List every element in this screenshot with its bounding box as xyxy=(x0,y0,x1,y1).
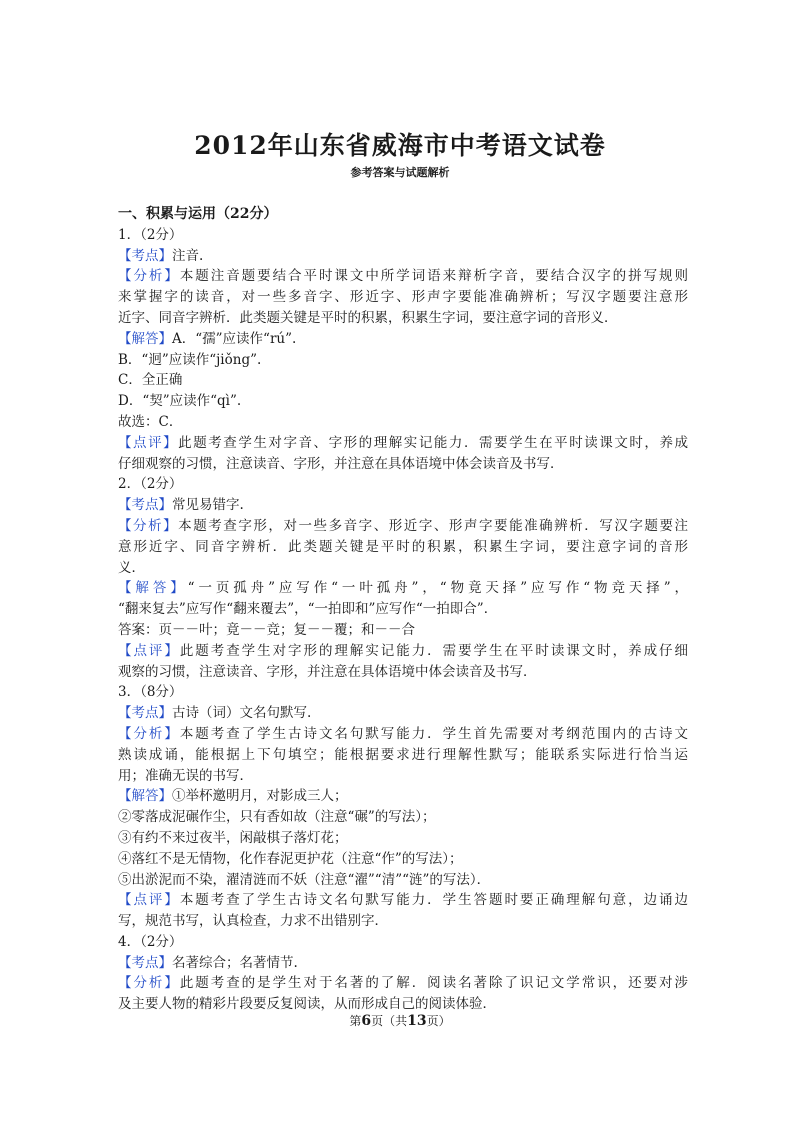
line-text: ⑤出淤泥而不染，濯清涟而不妖（注意“濯”“清”“涟”的写法）． xyxy=(118,871,491,888)
line-text: 2．（2分） xyxy=(118,476,183,493)
label-tag: 【点评】 xyxy=(118,892,180,909)
label-tag: 【分析】 xyxy=(118,975,180,992)
line-text: 及主要人物的精彩片段要反复阅读，从而形成自己的阅读体验． xyxy=(118,996,496,1013)
text-line xyxy=(118,370,688,391)
footer-prefix: 第 xyxy=(349,1014,362,1028)
line-text: 意形近字、同音字辨析．此类题关键是平时的积累，积累生字词，要注意字词的音形 xyxy=(118,538,688,555)
line-text: 注音. xyxy=(172,247,204,264)
line-text: 古诗（词）文名句默写. xyxy=(172,705,312,722)
text-line xyxy=(118,620,688,641)
text-line xyxy=(118,433,688,454)
text-line xyxy=(118,495,688,516)
text-line xyxy=(118,828,688,849)
text-line xyxy=(118,973,688,994)
text-line xyxy=(118,662,688,683)
text-line xyxy=(118,599,688,620)
line-text: 仔细观察的习惯，注意读音、字形，并注意在具体语境中体会读音及书写． xyxy=(118,455,564,472)
label-tag: 【解答】 xyxy=(118,788,172,805)
line-text: 名著综合；名著情节. xyxy=(172,954,298,971)
label-tag: 【考点】 xyxy=(118,497,172,514)
text-line xyxy=(118,724,688,745)
text-line xyxy=(118,391,688,412)
line-text: 此题考查学生对字音、字形的理解实记能力．需要学生在平时读课文时，养成 xyxy=(178,434,689,451)
line-text: ①举杯邀明月，对影成三人； xyxy=(172,788,348,805)
line-text: 本题考查了学生古诗文名句默写能力．学生答题时要正确理解句意，边诵边 xyxy=(179,892,689,909)
footer-page-number: 6 xyxy=(361,1013,372,1029)
text-line xyxy=(118,266,688,287)
text-line xyxy=(118,745,688,766)
text-line xyxy=(118,225,688,246)
text-line xyxy=(118,953,688,974)
text-line xyxy=(118,350,688,371)
line-text: 熟读成诵，能根据上下句填空；能根据要求进行理解性默写；能联系实际进行恰当运 xyxy=(118,746,688,763)
label-tag: 【分析】 xyxy=(118,268,180,285)
line-text: ④落红不是无情物，化作春泥更护花（注意“作”的写法）； xyxy=(118,850,463,867)
line-text: 本题考查了学生古诗文名句默写能力．学生首先需要对考纲范围内的古诗文 xyxy=(179,725,689,742)
footer-middle: 页（共 xyxy=(371,1014,408,1028)
text-line xyxy=(118,932,688,953)
text-line xyxy=(118,849,688,870)
line-text: 答案：页－－叶；竟－－竞；复－－覆；和－－合 xyxy=(118,621,415,638)
text-line xyxy=(118,454,688,475)
text-line xyxy=(118,308,688,329)
line-text: 写，规范书写，认真检查，力求不出错别字． xyxy=(118,913,388,930)
text-line xyxy=(118,682,688,703)
line-text: 3．（8分） xyxy=(118,684,183,701)
line-text: 近字、同音字辨析．此类题关键是平时的积累，积累生字词，要注意字词的音形义． xyxy=(118,309,618,326)
line-text: ③有约不来过夜半，闲敲棋子落灯花； xyxy=(118,829,348,846)
line-text: 本题注音题要结合平时课文中所学词语来辩析字音，要结合汉字的拼写规则 xyxy=(179,268,689,285)
line-text: “翻来复去”应写作“翻来覆去”，“一拍即和”应写作“一拍即合”． xyxy=(118,601,498,618)
text-line xyxy=(118,412,688,433)
text-line xyxy=(118,641,688,662)
footer-suffix: 页） xyxy=(426,1014,451,1028)
line-text: 此题考查的是学生对于名著的了解．阅读名著除了识记文学常识，还要对涉 xyxy=(179,975,689,992)
line-text: 常见易错字. xyxy=(172,497,244,514)
label-tag: 【解答】 xyxy=(118,580,188,597)
label-tag: 【分析】 xyxy=(118,725,180,742)
section-heading xyxy=(118,204,688,225)
text-line xyxy=(118,870,688,891)
label-tag: 【考点】 xyxy=(118,705,172,722)
label-tag: 【考点】 xyxy=(118,954,172,971)
line-text: 用；准确无误的书写． xyxy=(118,767,253,784)
page-title: 2012年山东省威海市中考语文试卷 xyxy=(194,131,606,160)
text-line xyxy=(118,786,688,807)
text-line xyxy=(118,890,688,911)
line-text: D．“契”应读作“qì”. xyxy=(118,393,242,410)
page-subtitle: 参考答案与试题解析 xyxy=(350,166,450,179)
line-text: 义． xyxy=(118,559,145,576)
text-line xyxy=(118,474,688,495)
text-line xyxy=(118,766,688,787)
label-tag: 【点评】 xyxy=(118,642,180,659)
line-text: 来掌握字的读音，对一些多音字、形近字、形声字要能准确辨析；写汉字题要注意形 xyxy=(118,289,688,306)
text-line xyxy=(118,558,688,579)
line-text: B．“迥”应读作“jiǒng”. xyxy=(118,351,262,368)
label-tag: 【点评】 xyxy=(118,434,179,451)
text-line xyxy=(118,287,688,308)
line-text: 4．（2分） xyxy=(118,933,183,950)
label-tag: 【考点】 xyxy=(118,247,172,264)
text-line xyxy=(118,329,688,350)
text-line xyxy=(118,911,688,932)
line-text: 此题考查学生对字形的理解实记能力．需要学生在平时读课文时，养成仔细 xyxy=(179,642,689,659)
line-text: ②零落成泥碾作尘，只有香如故（注意“碾”的写法）； xyxy=(118,809,436,826)
line-text: 本题考查字形，对一些多音字、形近字、形声字要能准确辨析．写汉字题要注 xyxy=(178,517,689,534)
line-text: 一、积累与运用（22分） xyxy=(118,206,278,222)
text-line xyxy=(118,246,688,267)
line-text: A．“孺”应读作“rú”. xyxy=(172,330,297,347)
document-body xyxy=(118,204,688,1015)
line-text: C．全正确 xyxy=(118,372,183,389)
text-line xyxy=(118,807,688,828)
label-tag: 【分析】 xyxy=(118,517,179,534)
text-line xyxy=(118,537,688,558)
line-text: 观察的习惯，注意读音、字形，并注意在具体语境中体会读音及书写． xyxy=(118,663,537,680)
page-footer xyxy=(0,1012,800,1029)
label-tag: 【解答】 xyxy=(118,330,172,347)
line-text: 1．（2分） xyxy=(118,226,183,243)
line-text: “一页孤舟”应写作“一叶孤舟”，“物竟天择”应写作“物竞天择”， xyxy=(187,580,689,597)
footer-total-pages: 13 xyxy=(407,1013,427,1029)
line-text: 故选：C． xyxy=(118,413,183,430)
text-line xyxy=(118,578,688,599)
text-line xyxy=(118,516,688,537)
text-line xyxy=(118,703,688,724)
